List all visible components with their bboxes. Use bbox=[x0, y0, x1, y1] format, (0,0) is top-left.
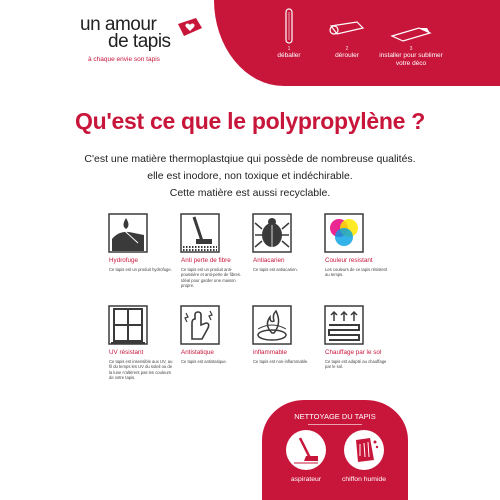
logo-tagline: à chaque envie son tapis bbox=[88, 56, 160, 63]
feature-description: Ce tapis est adapté au chauffage par le sol. bbox=[325, 359, 387, 370]
step-unroll bbox=[316, 8, 378, 60]
feature-description: Ce tapis est non-inflammable. bbox=[253, 359, 309, 364]
intro-text bbox=[40, 151, 460, 202]
cleaning-divider bbox=[308, 424, 362, 425]
installation-steps bbox=[258, 8, 498, 84]
rolled-rug-icon bbox=[258, 8, 320, 44]
feature-title: Hydrofuge bbox=[109, 257, 139, 264]
feature-uv-resistant bbox=[108, 305, 178, 405]
feature-title: Chauffage par le sol bbox=[325, 349, 382, 356]
feature-description: Les couleurs de ce tapis résistent au temps. bbox=[325, 267, 388, 278]
feature-anti-perte-fibre bbox=[180, 213, 250, 313]
feature-title: Antiacarien bbox=[253, 257, 285, 264]
vacuum-cleaner-icon bbox=[286, 430, 326, 470]
logo-name-line2: de tapis bbox=[108, 31, 171, 52]
cleaning-title: NETTOYAGE DU TAPIS bbox=[294, 412, 376, 421]
color-circles-icon bbox=[324, 213, 364, 253]
step-number: 2 bbox=[345, 46, 349, 52]
step-unpack bbox=[258, 8, 320, 60]
rug-heart-icon bbox=[174, 16, 204, 38]
brand-logo[interactable] bbox=[80, 14, 220, 74]
feature-hydrofuge bbox=[108, 213, 178, 313]
feature-description: Ce tapis est un produit anti-poussière et anti-perte de fibres. Idéal pour garder une maison propre. bbox=[181, 267, 242, 289]
floor-heating-icon bbox=[324, 305, 364, 345]
mite-icon bbox=[252, 213, 292, 253]
feature-antiacarien bbox=[252, 213, 322, 313]
intro-line: C'est une matière thermoplastqiue qui possède de nombreuse qualités. bbox=[84, 153, 416, 165]
step-label: dérouler bbox=[335, 52, 359, 59]
flame-icon bbox=[252, 305, 292, 345]
intro-line: Cette matière est aussi recyclable. bbox=[169, 187, 331, 199]
water-drop-icon bbox=[108, 213, 148, 253]
page-title: Qu'est ce que le polypropylène ? bbox=[75, 108, 425, 134]
unrolling-rug-icon bbox=[316, 8, 378, 44]
feature-description: Ce tapis est antistatique. bbox=[181, 359, 227, 364]
step-label: déballer bbox=[277, 52, 301, 59]
feature-title: Couleur resistant bbox=[325, 257, 373, 264]
feature-description: Ce tapis est antiacarien. bbox=[253, 267, 298, 272]
feature-title: UV résistant bbox=[109, 349, 144, 356]
feature-inflammable bbox=[252, 305, 322, 405]
step-label: installer pour sublimer votre déco bbox=[379, 52, 443, 67]
damp-cloth-icon bbox=[344, 430, 384, 470]
feature-title: inflammable bbox=[253, 349, 287, 356]
feature-title: Anti perte de fibre bbox=[181, 257, 231, 264]
vacuum-fibre-icon bbox=[180, 213, 220, 253]
feature-couleur-resistant bbox=[324, 213, 394, 313]
step-number: 1 bbox=[287, 46, 291, 52]
window-sun-icon bbox=[108, 305, 148, 345]
flat-rug-icon bbox=[376, 8, 446, 44]
feature-chauffage-par-le-sol bbox=[324, 305, 394, 405]
cleaning-label: chiffon humide bbox=[341, 476, 387, 483]
step-number: 3 bbox=[409, 46, 413, 52]
static-hand-icon bbox=[180, 305, 220, 345]
feature-antistatique bbox=[180, 305, 250, 405]
feature-title: Antistatique bbox=[181, 349, 214, 356]
cleaning-label: aspirateur bbox=[290, 476, 322, 483]
step-install bbox=[376, 8, 446, 68]
feature-description: Ce tapis est insensible aux UV, au fil du temps les UV du soleil ou de la lune n'altèrent pas les couleurs de votre tapis. bbox=[109, 359, 173, 381]
cleaning-panel bbox=[262, 400, 408, 500]
intro-line: elle est inodore, non toxique et indéchirable. bbox=[147, 170, 353, 182]
feature-description: Ce tapis est un produit hydrofuge. bbox=[109, 267, 172, 272]
logo-name-line1: un amour bbox=[80, 14, 157, 35]
